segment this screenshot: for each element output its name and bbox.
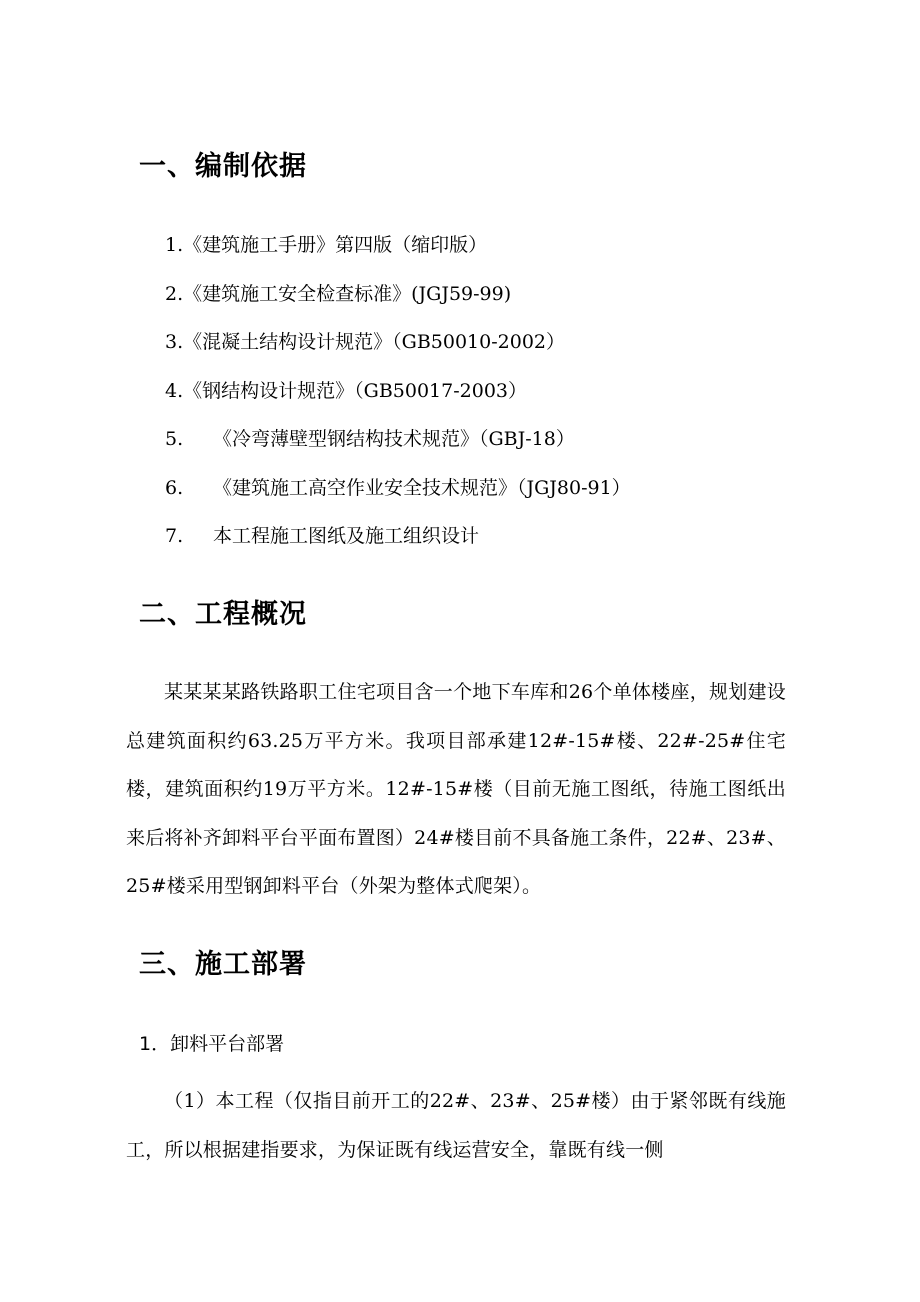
reference-item-4 bbox=[165, 378, 527, 404]
reference-item-number: 5. bbox=[165, 428, 184, 450]
platform-deployment-subheading: 1．卸料平台部署 bbox=[139, 1033, 285, 1055]
reference-item-number: 2. bbox=[165, 283, 184, 305]
reference-item-number: 6. bbox=[165, 477, 184, 499]
reference-item-6 bbox=[165, 475, 631, 501]
reference-item-number: 4. bbox=[165, 380, 184, 402]
reference-item-number: 7. bbox=[165, 525, 184, 547]
reference-item-2 bbox=[165, 281, 511, 307]
reference-item-5 bbox=[165, 426, 575, 452]
reference-item-1 bbox=[165, 232, 487, 258]
reference-item-text: 《建筑施工手册》第四版（缩印版） bbox=[183, 234, 488, 256]
reference-item-text: 本工程施工图纸及施工组织设计 bbox=[213, 525, 480, 547]
reference-item-text: 《冷弯薄壁型钢结构技术规范》（GBJ-18） bbox=[213, 428, 575, 450]
reference-item-3 bbox=[165, 329, 565, 355]
platform-deployment-paragraph: （1）本工程（仅指目前开工的22#、23#、25#楼）由于紧邻既有线施工，所以根据建指要求，为保证既有线运营安全，靠既有线一侧 bbox=[126, 1090, 786, 1161]
reference-item-text: 《钢结构设计规范》（GB50017-2003） bbox=[183, 380, 527, 402]
section-2-title: 二、工程概况 bbox=[139, 599, 307, 630]
project-overview-paragraph: 某某某某路铁路职工住宅项目含一个地下车库和26个单体楼座，规划建设总建筑面积约63.25万平方米。我项目部承建12#-15#楼、22#-25#住宅楼，建筑面积约19万平方米。12#-15#楼（目前无施工图纸，待施工图纸出来后将补齐卸料平台平面布置图）24#楼目前不具备施工条件，22#、23#、25#楼采用型钢卸料平台（外架为整体式爬架）。 bbox=[126, 681, 786, 897]
reference-item-7 bbox=[165, 523, 479, 549]
reference-item-number: 3. bbox=[165, 331, 184, 353]
reference-item-text: 《混凝土结构设计规范》（GB50010-2002） bbox=[183, 331, 565, 353]
section-1-title: 一、编制依据 bbox=[139, 151, 307, 182]
reference-item-number: 1. bbox=[165, 234, 184, 256]
reference-item-text: 《建筑施工安全检查标准》(JGJ59-99) bbox=[183, 283, 512, 305]
section-3-title: 三、施工部署 bbox=[139, 949, 307, 980]
reference-item-text: 《建筑施工高空作业安全技术规范》（JGJ80-91） bbox=[213, 477, 631, 499]
